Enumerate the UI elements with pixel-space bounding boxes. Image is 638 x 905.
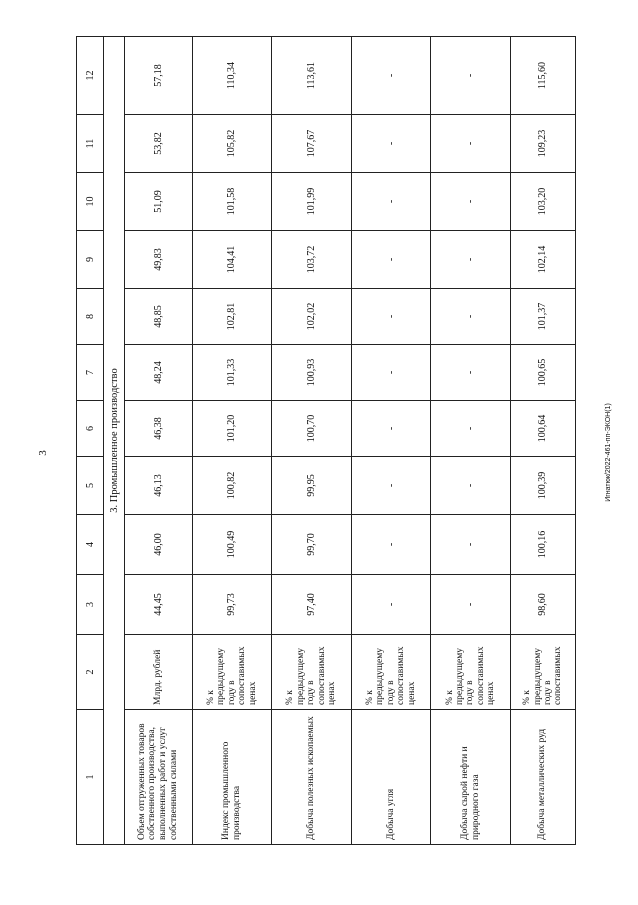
value-cell: 103,20 — [510, 173, 575, 231]
column-number-row — [77, 37, 104, 845]
value-cell: - — [351, 173, 431, 231]
column-number: 1 — [77, 710, 104, 845]
value-cell: - — [431, 231, 511, 289]
indicators-table — [76, 36, 576, 845]
value-cell: - — [431, 173, 511, 231]
indicator-unit: % к предыдущему году в сопоставимых ценах — [431, 635, 511, 710]
value-cell: 49,83 — [125, 231, 193, 289]
value-cell: 98,60 — [510, 575, 575, 635]
column-number: 3 — [77, 575, 104, 635]
column-number: 2 — [77, 635, 104, 710]
value-cell: - — [431, 575, 511, 635]
table-container — [76, 37, 576, 845]
document-code-text: Игнатюк/2022-461-пп-ЭКОН(1) — [604, 403, 612, 502]
value-cell: 101,99 — [272, 173, 352, 231]
value-cell: 48,24 — [125, 345, 193, 401]
value-cell: 51,09 — [125, 173, 193, 231]
value-cell: - — [351, 289, 431, 345]
value-cell: 46,13 — [125, 457, 193, 515]
value-cell: 99,95 — [272, 457, 352, 515]
indicator-name: Добыча полезных ископаемых — [272, 710, 352, 845]
document-code — [600, 0, 616, 905]
value-cell: - — [351, 575, 431, 635]
value-cell: 44,45 — [125, 575, 193, 635]
column-number: 9 — [77, 231, 104, 289]
page-number: 3 — [37, 450, 49, 456]
indicator-name: Добыча сырой нефти и природного газа — [431, 710, 511, 845]
table-row — [351, 37, 431, 845]
value-cell: 113,61 — [272, 37, 352, 115]
table-row — [272, 37, 352, 845]
value-cell: - — [351, 401, 431, 457]
section-title: 3. Промышленное производство — [104, 37, 125, 845]
indicator-unit: % к предыдущему году в сопоставимых ценах — [192, 635, 272, 710]
value-cell: - — [431, 401, 511, 457]
value-cell: 99,70 — [272, 515, 352, 575]
value-cell: 115,60 — [510, 37, 575, 115]
value-cell: 53,82 — [125, 115, 193, 173]
value-cell: 100,70 — [272, 401, 352, 457]
column-number: 7 — [77, 345, 104, 401]
indicator-name: Индекс промышленного производства — [192, 710, 272, 845]
column-number: 4 — [77, 515, 104, 575]
value-cell: 100,16 — [510, 515, 575, 575]
value-cell: 100,64 — [510, 401, 575, 457]
value-cell: - — [351, 37, 431, 115]
value-cell: - — [431, 457, 511, 515]
indicator-unit: % к предыдущему году в сопоставимых ценах — [351, 635, 431, 710]
value-cell: 46,00 — [125, 515, 193, 575]
value-cell: 102,14 — [510, 231, 575, 289]
value-cell: - — [431, 515, 511, 575]
table-row — [510, 37, 575, 845]
value-cell: 100,93 — [272, 345, 352, 401]
value-cell: - — [431, 345, 511, 401]
indicator-name: Добыча металлических руд — [510, 710, 575, 845]
value-cell: - — [351, 345, 431, 401]
value-cell: 104,41 — [192, 231, 272, 289]
value-cell: 97,40 — [272, 575, 352, 635]
value-cell: 100,82 — [192, 457, 272, 515]
indicator-unit: Млрд. рублей — [125, 635, 193, 710]
value-cell: - — [431, 115, 511, 173]
table-row — [431, 37, 511, 845]
indicator-unit: % к предыдущему году в сопоставимых ценах — [272, 635, 352, 710]
value-cell: - — [431, 37, 511, 115]
table-rotator — [76, 37, 576, 845]
value-cell: 101,20 — [192, 401, 272, 457]
value-cell: 99,73 — [192, 575, 272, 635]
value-cell: - — [351, 515, 431, 575]
value-cell: 103,72 — [272, 231, 352, 289]
indicator-name: Объем отгруженных товаров собственного производства, выполненных работ и услуг собственными силами — [125, 710, 193, 845]
column-number: 6 — [77, 401, 104, 457]
value-cell: 101,58 — [192, 173, 272, 231]
value-cell: 100,65 — [510, 345, 575, 401]
section-row — [104, 37, 125, 845]
value-cell: 102,81 — [192, 289, 272, 345]
column-number: 12 — [77, 37, 104, 115]
value-cell: 101,37 — [510, 289, 575, 345]
value-cell: 101,33 — [192, 345, 272, 401]
indicator-name: Добыча угля — [351, 710, 431, 845]
indicator-unit: % к предыдущему году в сопоставимых — [510, 635, 575, 710]
value-cell: 110,34 — [192, 37, 272, 115]
column-number: 5 — [77, 457, 104, 515]
column-number: 8 — [77, 289, 104, 345]
table-row — [192, 37, 272, 845]
value-cell: - — [431, 289, 511, 345]
table-row — [125, 37, 193, 845]
value-cell: - — [351, 115, 431, 173]
value-cell: 100,49 — [192, 515, 272, 575]
value-cell: - — [351, 457, 431, 515]
value-cell: 100,39 — [510, 457, 575, 515]
value-cell: 57,18 — [125, 37, 193, 115]
value-cell: - — [351, 231, 431, 289]
value-cell: 105,82 — [192, 115, 272, 173]
value-cell: 102,02 — [272, 289, 352, 345]
value-cell: 46,38 — [125, 401, 193, 457]
column-number: 10 — [77, 173, 104, 231]
value-cell: 107,67 — [272, 115, 352, 173]
value-cell: 109,23 — [510, 115, 575, 173]
column-number: 11 — [77, 115, 104, 173]
value-cell: 48,85 — [125, 289, 193, 345]
